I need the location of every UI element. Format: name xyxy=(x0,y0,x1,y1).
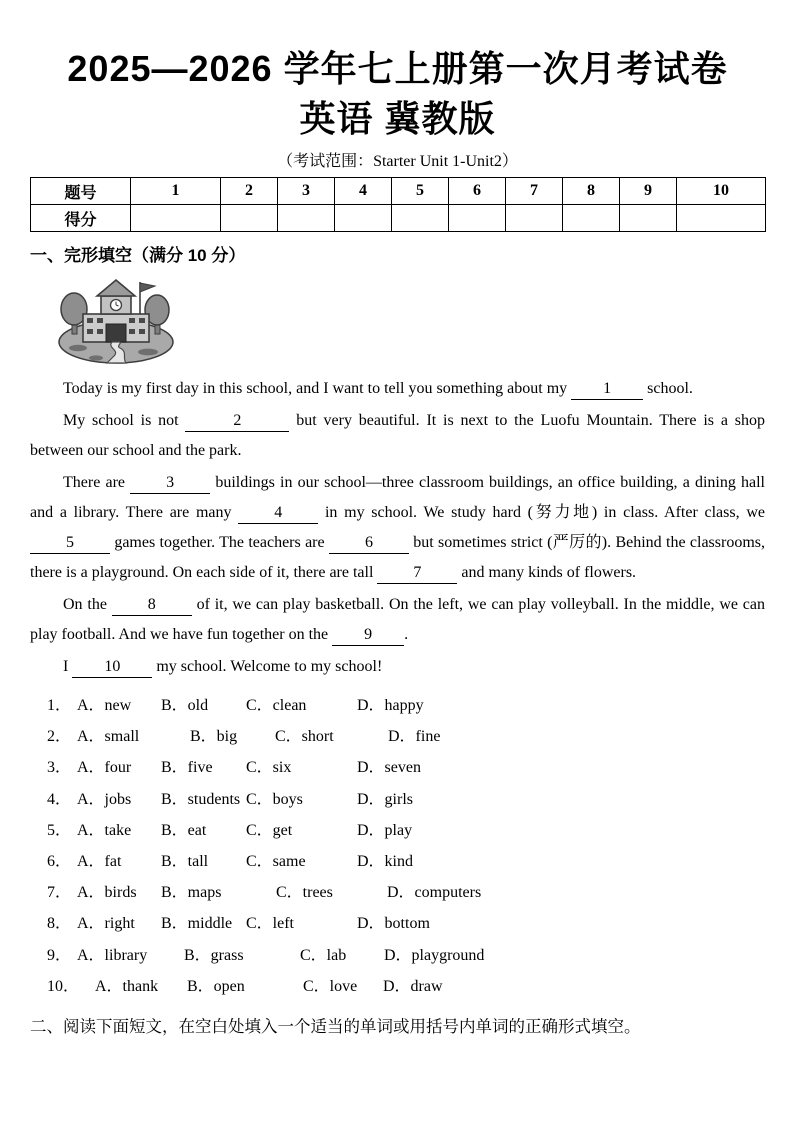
option-a: A．right xyxy=(77,915,135,933)
option-d: D．play xyxy=(357,821,413,839)
option-c: C．left xyxy=(246,915,294,933)
question-number-cell: 1 xyxy=(131,178,221,205)
score-table xyxy=(30,177,766,232)
question-number-cell: 4 xyxy=(335,178,392,205)
option-d: D．playground xyxy=(384,946,485,964)
option-a: A．jobs xyxy=(77,790,132,808)
page-title-subject: 英语 冀教版 xyxy=(299,98,496,139)
option-b: B．open xyxy=(187,977,245,995)
option-a: A．birds xyxy=(77,884,137,902)
question-number-cell: 9 xyxy=(620,178,677,205)
page-title: 2025—2026 学年七上册第一次月考试卷 xyxy=(67,48,728,89)
option-a: A．fat xyxy=(77,853,122,871)
option-c: C．lab xyxy=(300,946,347,964)
option-row-6 xyxy=(47,844,765,875)
option-d: D．girls xyxy=(357,790,414,808)
option-b: B．big xyxy=(190,728,238,746)
option-d: D．computers xyxy=(387,884,482,902)
question-number-cell: 5 xyxy=(392,178,449,205)
flag xyxy=(140,283,155,292)
question-number-cell: 10 xyxy=(677,178,766,205)
cloze-blank-5: 5 xyxy=(30,533,110,554)
score-table-header-label: 题号 xyxy=(31,178,131,205)
option-row-8 xyxy=(47,906,765,937)
option-b: B．tall xyxy=(161,853,209,871)
score-cell xyxy=(131,205,221,232)
score-cell xyxy=(677,205,766,232)
option-row-9 xyxy=(47,938,765,969)
cloze-blank-10: 10 xyxy=(72,657,152,678)
option-a: A．small xyxy=(77,728,140,746)
option-c: C．love xyxy=(303,977,358,995)
score-cell xyxy=(563,205,620,232)
option-number: 9． xyxy=(47,946,72,964)
option-a: A．library xyxy=(77,946,148,964)
option-number: 10． xyxy=(47,977,80,995)
option-number: 8． xyxy=(47,915,72,933)
question-number-cell: 6 xyxy=(449,178,506,205)
cloze-paragraph-1: Today is my first day in this school, and I want to tell you something about my 1 school. xyxy=(30,374,765,404)
question-number-cell: 7 xyxy=(506,178,563,205)
door xyxy=(106,324,126,342)
option-b: B．eat xyxy=(161,821,207,839)
cloze-blank-4: 4 xyxy=(238,503,318,524)
option-c: C．boys xyxy=(246,790,303,808)
option-number: 4． xyxy=(47,790,72,808)
roof xyxy=(97,280,135,296)
question-number-cell: 2 xyxy=(221,178,278,205)
cloze-options-list xyxy=(30,688,765,1000)
option-d: D．seven xyxy=(357,759,421,777)
score-cell xyxy=(221,205,278,232)
option-c: C．short xyxy=(275,728,334,746)
score-cell xyxy=(620,205,677,232)
cloze-paragraph-5: I 10 my school. Welcome to my school! xyxy=(30,652,765,682)
option-row-10 xyxy=(47,969,765,1000)
option-row-1 xyxy=(47,688,765,719)
cloze-paragraph-2: My school is not 2 but very beautiful. It is next to the Luofu Mountain. There is a shop between our school and the park. xyxy=(30,412,766,459)
cloze-blank-6: 6 xyxy=(329,533,409,554)
question-number-cell: 3 xyxy=(278,178,335,205)
option-number: 2． xyxy=(47,728,72,746)
option-d: D．bottom xyxy=(357,915,430,933)
cloze-blank-3: 3 xyxy=(130,473,210,494)
score-row-label: 得分 xyxy=(31,205,131,232)
option-row-2 xyxy=(47,719,765,750)
cloze-blank-9: 9 xyxy=(332,625,404,646)
option-d: D．draw xyxy=(383,977,443,995)
option-number: 3． xyxy=(47,759,72,777)
option-a: A．four xyxy=(77,759,132,777)
option-c: C．get xyxy=(246,821,293,839)
section2-heading: 二、阅读下面短文，在空白处填入一个适当的单词或用括号内单词的正确形式填空。 xyxy=(30,1016,641,1036)
cloze-blank-2: 2 xyxy=(185,411,289,432)
option-c: C．same xyxy=(246,853,306,871)
cloze-blank-1: 1 xyxy=(571,379,643,400)
cloze-paragraph-4: On the 8 of it, we can play basketball. On the left, we can play volleyball. In the middle, we can play football. And we have fun together on the 9 . xyxy=(30,590,765,650)
school-illustration xyxy=(52,272,180,368)
option-b: B．middle xyxy=(161,915,233,933)
cloze-paragraph-3: There are 3 buildings in our school—three classroom buildings, an office building, a dining hall and a library. There are many 4 in my school. We study hard (努力地) in class. After class, we 5 games together. The teachers are 6 but sometimes strict (严厉的). Behind the classrooms, there is a playground. On each side of it, there are tall 7 and many kinds of flowers. xyxy=(30,468,765,588)
option-row-5 xyxy=(47,813,765,844)
option-c: C．trees xyxy=(276,884,333,902)
option-a: A．thank xyxy=(95,977,159,995)
option-b: B．old xyxy=(161,697,209,715)
option-row-7 xyxy=(47,875,765,906)
option-number: 7． xyxy=(47,884,72,902)
score-cell xyxy=(392,205,449,232)
option-number: 1． xyxy=(47,697,72,715)
option-number: 5． xyxy=(47,821,72,839)
score-cell xyxy=(278,205,335,232)
exam-scope-note: （考试范围：Starter Unit 1-Unit2） xyxy=(277,153,518,170)
option-d: D．fine xyxy=(388,728,441,746)
option-b: B．students xyxy=(161,790,241,808)
score-cell xyxy=(506,205,563,232)
option-a: A．new xyxy=(77,697,132,715)
option-c: C．six xyxy=(246,759,292,777)
option-b: B．five xyxy=(161,759,213,777)
option-row-3 xyxy=(47,750,765,781)
score-cell xyxy=(335,205,392,232)
score-cell xyxy=(449,205,506,232)
option-number: 6． xyxy=(47,853,72,871)
option-c: C．clean xyxy=(246,697,307,715)
question-number-cell: 8 xyxy=(563,178,620,205)
cloze-blank-8: 8 xyxy=(112,595,192,616)
section1-heading: 一、完形填空（满分 10 分） xyxy=(30,246,246,265)
option-a: A．take xyxy=(77,821,132,839)
option-d: D．kind xyxy=(357,853,414,871)
option-d: D．happy xyxy=(357,697,424,715)
option-b: B．maps xyxy=(161,884,222,902)
question-number-row xyxy=(31,178,766,205)
score-row xyxy=(31,205,766,232)
cloze-blank-7: 7 xyxy=(377,563,457,584)
school-illustration-image xyxy=(52,272,180,368)
option-b: B．grass xyxy=(184,946,244,964)
option-row-4 xyxy=(47,782,765,813)
